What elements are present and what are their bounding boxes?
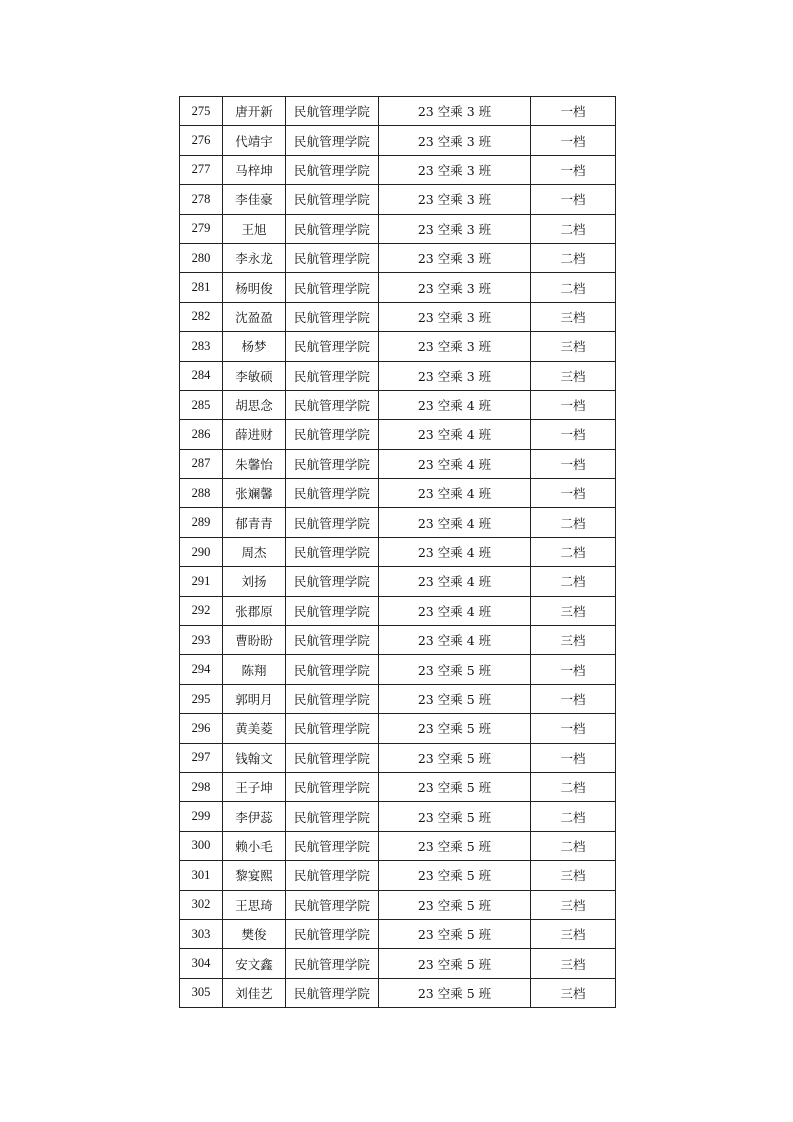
student-name-cell: 唐开新 bbox=[223, 97, 286, 126]
class-cell: 23 空乘 5 班 bbox=[379, 684, 531, 713]
class-cell: 23 空乘 5 班 bbox=[379, 949, 531, 978]
row-number-cell: 297 bbox=[180, 743, 223, 772]
table-row bbox=[180, 302, 616, 331]
class-cell: 23 空乘 4 班 bbox=[379, 537, 531, 566]
row-number-cell: 289 bbox=[180, 508, 223, 537]
college-cell: 民航管理学院 bbox=[286, 802, 379, 831]
row-number-cell: 298 bbox=[180, 772, 223, 801]
row-number-cell: 299 bbox=[180, 802, 223, 831]
table-row bbox=[180, 214, 616, 243]
college-cell: 民航管理学院 bbox=[286, 919, 379, 948]
college-cell: 民航管理学院 bbox=[286, 508, 379, 537]
table-row bbox=[180, 743, 616, 772]
table-row bbox=[180, 449, 616, 478]
table-row bbox=[180, 684, 616, 713]
class-cell: 23 空乘 3 班 bbox=[379, 361, 531, 390]
college-cell: 民航管理学院 bbox=[286, 567, 379, 596]
row-number-cell: 280 bbox=[180, 243, 223, 272]
row-number-cell: 301 bbox=[180, 861, 223, 890]
college-cell: 民航管理学院 bbox=[286, 243, 379, 272]
student-name-cell: 刘佳艺 bbox=[223, 978, 286, 1007]
student-name-cell: 代靖宇 bbox=[223, 126, 286, 155]
class-cell: 23 空乘 4 班 bbox=[379, 420, 531, 449]
row-number-cell: 294 bbox=[180, 655, 223, 684]
row-number-cell: 283 bbox=[180, 332, 223, 361]
class-cell: 23 空乘 3 班 bbox=[379, 155, 531, 184]
college-cell: 民航管理学院 bbox=[286, 332, 379, 361]
student-name-cell: 王子坤 bbox=[223, 772, 286, 801]
level-cell: 二档 bbox=[531, 508, 616, 537]
college-cell: 民航管理学院 bbox=[286, 890, 379, 919]
level-cell: 一档 bbox=[531, 420, 616, 449]
level-cell: 一档 bbox=[531, 155, 616, 184]
row-number-cell: 275 bbox=[180, 97, 223, 126]
level-cell: 一档 bbox=[531, 684, 616, 713]
class-cell: 23 空乘 5 班 bbox=[379, 802, 531, 831]
row-number-cell: 287 bbox=[180, 449, 223, 478]
row-number-cell: 302 bbox=[180, 890, 223, 919]
class-cell: 23 空乘 5 班 bbox=[379, 655, 531, 684]
student-name-cell: 沈盈盈 bbox=[223, 302, 286, 331]
row-number-cell: 295 bbox=[180, 684, 223, 713]
college-cell: 民航管理学院 bbox=[286, 626, 379, 655]
row-number-cell: 304 bbox=[180, 949, 223, 978]
class-cell: 23 空乘 4 班 bbox=[379, 479, 531, 508]
class-cell: 23 空乘 4 班 bbox=[379, 508, 531, 537]
row-number-cell: 291 bbox=[180, 567, 223, 596]
table-row bbox=[180, 537, 616, 566]
level-cell: 二档 bbox=[531, 273, 616, 302]
table-row bbox=[180, 243, 616, 272]
class-cell: 23 空乘 3 班 bbox=[379, 243, 531, 272]
class-cell: 23 空乘 3 班 bbox=[379, 97, 531, 126]
class-cell: 23 空乘 5 班 bbox=[379, 714, 531, 743]
row-number-cell: 286 bbox=[180, 420, 223, 449]
table-row bbox=[180, 126, 616, 155]
class-cell: 23 空乘 4 班 bbox=[379, 596, 531, 625]
class-cell: 23 空乘 5 班 bbox=[379, 831, 531, 860]
table-row bbox=[180, 390, 616, 419]
student-name-cell: 樊俊 bbox=[223, 919, 286, 948]
student-name-cell: 郭明月 bbox=[223, 684, 286, 713]
level-cell: 二档 bbox=[531, 537, 616, 566]
row-number-cell: 282 bbox=[180, 302, 223, 331]
level-cell: 二档 bbox=[531, 567, 616, 596]
student-name-cell: 薛进财 bbox=[223, 420, 286, 449]
level-cell: 一档 bbox=[531, 655, 616, 684]
student-name-cell: 陈翔 bbox=[223, 655, 286, 684]
level-cell: 三档 bbox=[531, 361, 616, 390]
row-number-cell: 288 bbox=[180, 479, 223, 508]
table-row bbox=[180, 949, 616, 978]
table-row bbox=[180, 596, 616, 625]
college-cell: 民航管理学院 bbox=[286, 449, 379, 478]
class-cell: 23 空乘 3 班 bbox=[379, 214, 531, 243]
class-cell: 23 空乘 5 班 bbox=[379, 890, 531, 919]
roster-table bbox=[179, 96, 616, 1008]
class-cell: 23 空乘 3 班 bbox=[379, 332, 531, 361]
table-row bbox=[180, 655, 616, 684]
class-cell: 23 空乘 4 班 bbox=[379, 390, 531, 419]
class-cell: 23 空乘 3 班 bbox=[379, 126, 531, 155]
class-cell: 23 空乘 4 班 bbox=[379, 567, 531, 596]
student-name-cell: 刘扬 bbox=[223, 567, 286, 596]
table-row bbox=[180, 420, 616, 449]
student-name-cell: 杨梦 bbox=[223, 332, 286, 361]
table-row bbox=[180, 714, 616, 743]
student-name-cell: 李伊蕊 bbox=[223, 802, 286, 831]
student-name-cell: 钱翰文 bbox=[223, 743, 286, 772]
college-cell: 民航管理学院 bbox=[286, 537, 379, 566]
college-cell: 民航管理学院 bbox=[286, 772, 379, 801]
level-cell: 一档 bbox=[531, 185, 616, 214]
table-row bbox=[180, 978, 616, 1007]
college-cell: 民航管理学院 bbox=[286, 126, 379, 155]
college-cell: 民航管理学院 bbox=[286, 185, 379, 214]
college-cell: 民航管理学院 bbox=[286, 596, 379, 625]
table-row bbox=[180, 361, 616, 390]
level-cell: 二档 bbox=[531, 802, 616, 831]
row-number-cell: 281 bbox=[180, 273, 223, 302]
college-cell: 民航管理学院 bbox=[286, 390, 379, 419]
level-cell: 三档 bbox=[531, 626, 616, 655]
table-row bbox=[180, 97, 616, 126]
level-cell: 二档 bbox=[531, 214, 616, 243]
level-cell: 三档 bbox=[531, 332, 616, 361]
student-name-cell: 周杰 bbox=[223, 537, 286, 566]
class-cell: 23 空乘 5 班 bbox=[379, 743, 531, 772]
table-row bbox=[180, 332, 616, 361]
row-number-cell: 290 bbox=[180, 537, 223, 566]
level-cell: 三档 bbox=[531, 302, 616, 331]
college-cell: 民航管理学院 bbox=[286, 420, 379, 449]
table-row bbox=[180, 890, 616, 919]
level-cell: 三档 bbox=[531, 949, 616, 978]
level-cell: 三档 bbox=[531, 596, 616, 625]
college-cell: 民航管理学院 bbox=[286, 155, 379, 184]
college-cell: 民航管理学院 bbox=[286, 273, 379, 302]
class-cell: 23 空乘 3 班 bbox=[379, 185, 531, 214]
student-name-cell: 郁青青 bbox=[223, 508, 286, 537]
college-cell: 民航管理学院 bbox=[286, 978, 379, 1007]
student-name-cell: 安文鑫 bbox=[223, 949, 286, 978]
level-cell: 一档 bbox=[531, 449, 616, 478]
table-row bbox=[180, 479, 616, 508]
student-name-cell: 黄美菱 bbox=[223, 714, 286, 743]
student-name-cell: 曹盼盼 bbox=[223, 626, 286, 655]
student-name-cell: 胡思念 bbox=[223, 390, 286, 419]
table-row bbox=[180, 831, 616, 860]
class-cell: 23 空乘 5 班 bbox=[379, 772, 531, 801]
level-cell: 三档 bbox=[531, 861, 616, 890]
college-cell: 民航管理学院 bbox=[286, 479, 379, 508]
student-name-cell: 王思琦 bbox=[223, 890, 286, 919]
row-number-cell: 296 bbox=[180, 714, 223, 743]
row-number-cell: 276 bbox=[180, 126, 223, 155]
row-number-cell: 284 bbox=[180, 361, 223, 390]
student-name-cell: 马梓坤 bbox=[223, 155, 286, 184]
level-cell: 一档 bbox=[531, 390, 616, 419]
student-name-cell: 张斓馨 bbox=[223, 479, 286, 508]
table-row bbox=[180, 626, 616, 655]
class-cell: 23 空乘 5 班 bbox=[379, 978, 531, 1007]
level-cell: 一档 bbox=[531, 97, 616, 126]
row-number-cell: 277 bbox=[180, 155, 223, 184]
row-number-cell: 303 bbox=[180, 919, 223, 948]
student-name-cell: 李佳豪 bbox=[223, 185, 286, 214]
table-row bbox=[180, 919, 616, 948]
row-number-cell: 279 bbox=[180, 214, 223, 243]
level-cell: 二档 bbox=[531, 831, 616, 860]
college-cell: 民航管理学院 bbox=[286, 743, 379, 772]
level-cell: 三档 bbox=[531, 890, 616, 919]
level-cell: 二档 bbox=[531, 243, 616, 272]
college-cell: 民航管理学院 bbox=[286, 861, 379, 890]
row-number-cell: 278 bbox=[180, 185, 223, 214]
table-row bbox=[180, 802, 616, 831]
college-cell: 民航管理学院 bbox=[286, 97, 379, 126]
level-cell: 二档 bbox=[531, 772, 616, 801]
class-cell: 23 空乘 5 班 bbox=[379, 861, 531, 890]
level-cell: 一档 bbox=[531, 479, 616, 508]
college-cell: 民航管理学院 bbox=[286, 302, 379, 331]
college-cell: 民航管理学院 bbox=[286, 714, 379, 743]
level-cell: 三档 bbox=[531, 978, 616, 1007]
table-row bbox=[180, 861, 616, 890]
student-name-cell: 杨明俊 bbox=[223, 273, 286, 302]
college-cell: 民航管理学院 bbox=[286, 949, 379, 978]
college-cell: 民航管理学院 bbox=[286, 214, 379, 243]
level-cell: 一档 bbox=[531, 743, 616, 772]
college-cell: 民航管理学院 bbox=[286, 684, 379, 713]
table-row bbox=[180, 185, 616, 214]
level-cell: 一档 bbox=[531, 714, 616, 743]
table-row bbox=[180, 567, 616, 596]
level-cell: 三档 bbox=[531, 919, 616, 948]
row-number-cell: 292 bbox=[180, 596, 223, 625]
class-cell: 23 空乘 3 班 bbox=[379, 302, 531, 331]
student-name-cell: 李敏硕 bbox=[223, 361, 286, 390]
class-cell: 23 空乘 5 班 bbox=[379, 919, 531, 948]
college-cell: 民航管理学院 bbox=[286, 361, 379, 390]
table-row bbox=[180, 772, 616, 801]
row-number-cell: 300 bbox=[180, 831, 223, 860]
row-number-cell: 285 bbox=[180, 390, 223, 419]
table-row bbox=[180, 273, 616, 302]
student-name-cell: 张郡原 bbox=[223, 596, 286, 625]
table-row bbox=[180, 508, 616, 537]
student-name-cell: 王旭 bbox=[223, 214, 286, 243]
student-name-cell: 朱馨怡 bbox=[223, 449, 286, 478]
row-number-cell: 305 bbox=[180, 978, 223, 1007]
college-cell: 民航管理学院 bbox=[286, 831, 379, 860]
student-name-cell: 李永龙 bbox=[223, 243, 286, 272]
level-cell: 一档 bbox=[531, 126, 616, 155]
row-number-cell: 293 bbox=[180, 626, 223, 655]
class-cell: 23 空乘 4 班 bbox=[379, 449, 531, 478]
student-name-cell: 赖小毛 bbox=[223, 831, 286, 860]
table-row bbox=[180, 155, 616, 184]
class-cell: 23 空乘 4 班 bbox=[379, 626, 531, 655]
college-cell: 民航管理学院 bbox=[286, 655, 379, 684]
class-cell: 23 空乘 3 班 bbox=[379, 273, 531, 302]
roster-table-body bbox=[180, 97, 616, 1008]
student-name-cell: 黎宴熙 bbox=[223, 861, 286, 890]
